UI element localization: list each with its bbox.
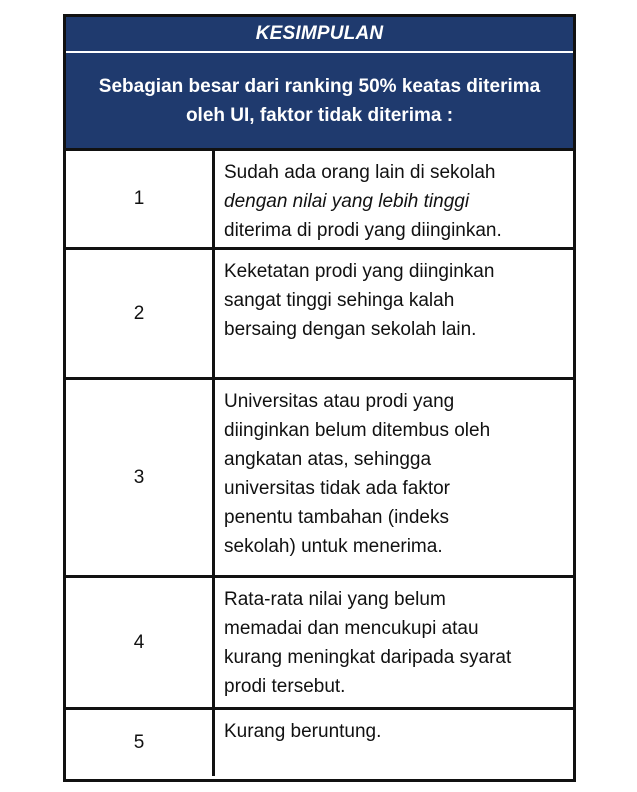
row-text-line: angkatan atas, sehingga [224, 449, 432, 470]
row-text-line: memadai dan mencukupi atau [224, 618, 479, 639]
table-row [66, 380, 573, 578]
table-title [66, 17, 573, 53]
row-text-line: diterima di prodi yang diinginkan. [224, 220, 502, 241]
row-text-line: penentu tambahan (indeks [224, 507, 449, 528]
row-text [215, 380, 573, 575]
row-text-line: Rata-rata nilai yang belum [224, 589, 446, 610]
table-row [66, 250, 573, 380]
row-text [215, 710, 573, 776]
table-row [66, 710, 573, 776]
row-text-line: bersaing dengan sekolah lain. [224, 319, 477, 340]
row-text-line: Sudah ada orang lain di sekolah [224, 162, 496, 183]
row-number: 1 [66, 151, 215, 247]
row-text [215, 250, 573, 377]
table-title-text: KESIMPULAN [255, 23, 384, 44]
row-text-line: sekolah) untuk menerima. [224, 536, 443, 557]
table-subtitle [66, 53, 573, 151]
row-text-line: sangat tinggi sehinga kalah [224, 290, 455, 311]
row-text-line: Keketatan prodi yang diinginkan [224, 261, 495, 282]
row-text-line: dengan nilai yang lebih tinggi [224, 191, 470, 212]
subtitle-line-1: Sebagian besar dari ranking 50% keatas diterima [98, 75, 541, 97]
conclusion-table [63, 14, 576, 782]
row-text [215, 151, 573, 247]
row-text-line: kurang meningkat daripada syarat [224, 647, 512, 668]
row-number: 4 [66, 578, 215, 707]
row-text-line: universitas tidak ada faktor [224, 478, 451, 499]
row-number: 2 [66, 250, 215, 377]
row-number: 3 [66, 380, 215, 575]
row-text-line: Kurang beruntung. [224, 721, 382, 742]
row-text-line: Universitas atau prodi yang [224, 391, 455, 412]
table-row [66, 151, 573, 250]
row-text-line: prodi tersebut. [224, 676, 346, 697]
row-number: 5 [66, 710, 215, 776]
row-text [215, 578, 573, 707]
table-row [66, 578, 573, 710]
table-body [66, 151, 573, 776]
subtitle-line-2: oleh UI, faktor tidak diterima : [185, 104, 454, 126]
row-text-line: diinginkan belum ditembus oleh [224, 420, 491, 441]
